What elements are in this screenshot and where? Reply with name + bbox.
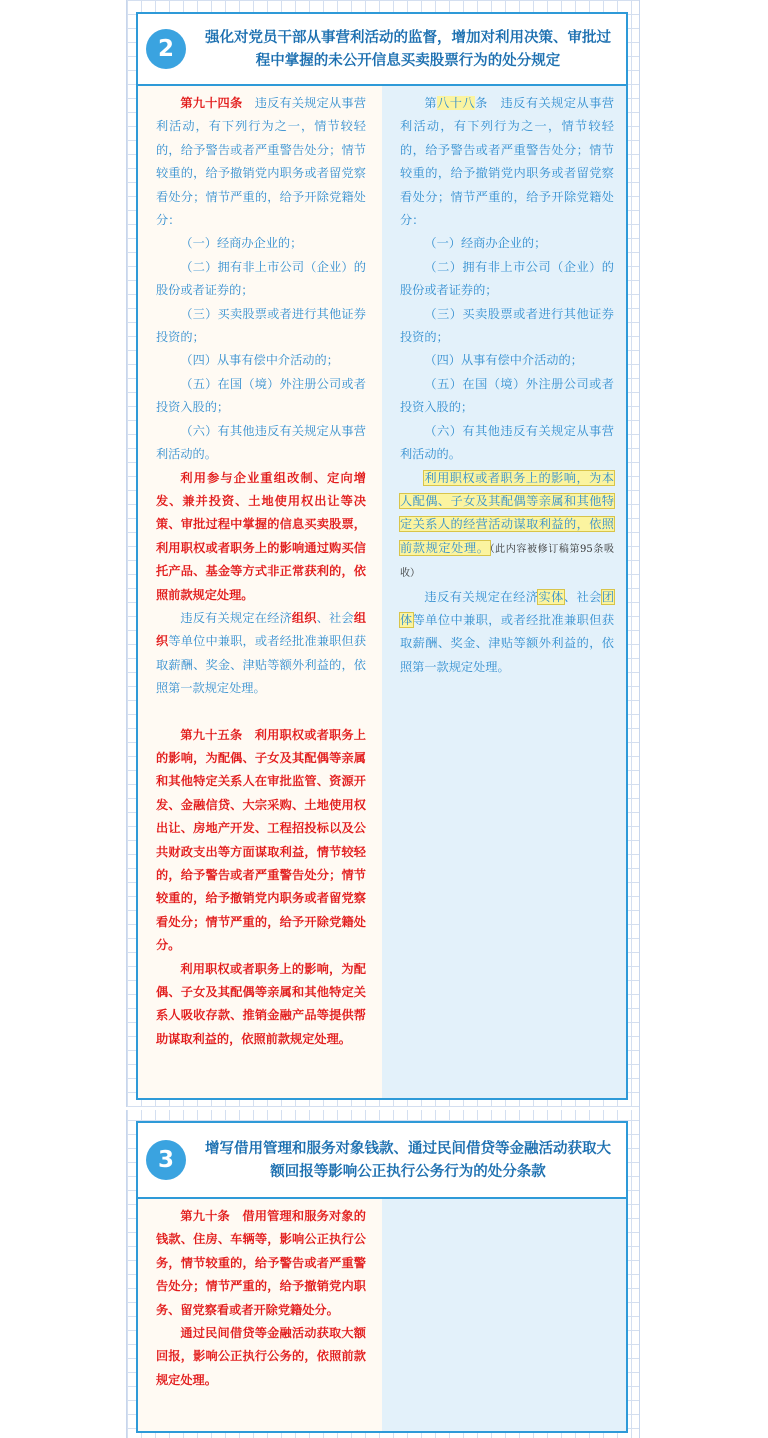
- section-separator: [126, 1107, 638, 1110]
- original-column: [382, 86, 626, 1098]
- list-item: （二）拥有非上市公司（企业）的股份或者证券的；: [400, 259, 614, 298]
- section-2-number-badge: 2: [146, 29, 186, 69]
- article-90-clause-2: 通过民间借贷等金融活动获取大额回报，影响公正执行公务的，依照前款规定处理。: [156, 1326, 366, 1387]
- list-item: （一）经商办企业的；: [424, 236, 547, 251]
- article-90: 第九十条 借用管理和服务对象的钱款、住房、车辆等，影响公正执行公务，情节较重的，给予警告或者严重警告处分；情节严重的，给予撤销党内职务、留党察看或者开除党籍处分。: [156, 1209, 366, 1317]
- revision-note: （此内容被修订稿第95条吸收）: [400, 543, 614, 580]
- list-item: （三）买卖股票或者进行其他证券投资的；: [400, 306, 614, 345]
- list-item: （一）经商办企业的；: [180, 236, 303, 251]
- list-item: （三）买卖股票或者进行其他证券投资的；: [156, 306, 366, 345]
- section-3: [136, 1121, 628, 1433]
- part-time-clause: 违反有关规定在经济实体、社会团体等单位中兼职，或者经批准兼职但获取薪酬、奖金、津贴等额外利益的，依照第一款规定处理。: [400, 589, 615, 674]
- original-column-empty: [382, 1199, 626, 1431]
- list-item: （四）从事有偿中介活动的；: [180, 353, 339, 368]
- section-3-number-badge: 3: [146, 1140, 186, 1180]
- revised-column: [138, 86, 382, 1098]
- section-2-title: 强化对党员干部从事营利活动的监督，增加对利用决策、审批过程中掌握的未公开信息买卖股票行为的处分规定: [205, 29, 611, 69]
- section-3-header: [138, 1123, 626, 1199]
- list-item: （六）有其他违反有关规定从事营利活动的。: [156, 423, 366, 462]
- section-2: [136, 12, 628, 1100]
- new-clause-stock-info: 利用参与企业重组改制、定向增发、兼并投资、土地使用权出让等决策、审批过程中掌握的信息买卖股票，利用职权或者职务上的影响通过购买信托产品、基金等方式非正常获利的，依照前款规定处理。: [156, 470, 366, 602]
- list-item: （五）在国（境）外注册公司或者投资入股的；: [156, 376, 366, 415]
- part-time-clause: 违反有关规定在经济组织、社会组织等单位中兼职，或者经批准兼职但获取薪酬、奖金、津贴等额外利益的，依照第一款规定处理。: [156, 610, 367, 696]
- list-item: （六）有其他违反有关规定从事营利活动的。: [400, 423, 614, 462]
- article-88-number: 八十八: [437, 96, 476, 110]
- revised-column: [138, 1199, 382, 1431]
- list-item: （五）在国（境）外注册公司或者投资入股的；: [400, 376, 614, 415]
- section-3-title: 增写借用管理和服务对象钱款、通过民间借贷等金融活动获取大额回报等影响公正执行公务行为的处分条款: [205, 1140, 611, 1180]
- article-95-clause-2: 利用职权或者职务上的影响，为配偶、子女及其配偶等亲属和其他特定关系人吸收存款、推销金融产品等提供帮助谋取利益的，依照前款规定处理。: [156, 961, 366, 1046]
- section-2-header: [138, 14, 626, 86]
- article-95: 第九十五条 利用职权或者职务上的影响，为配偶、子女及其配偶等亲属和其他特定关系人在审批监管、资源开发、金融信贷、大宗采购、土地使用权出让、房地产开发、工程招投标以及公共财政支出等方面谋取利益，情节较轻的，给予警告或者严重警告处分；情节较重的，给予撤销党内职务或者留党察看处分；情节严重的，给予开除党籍处分。: [156, 727, 366, 953]
- article-94-number: 第九十四条: [180, 96, 243, 110]
- article-94: 第九十四条 违反有关规定从事营利活动，有下列行为之一，情节较轻的，给予警告或者严重警告处分；情节较重的，给予撤销党内职务或者留党察看处分；情节严重的，给予开除党籍处分：: [156, 96, 367, 228]
- list-item: （二）拥有非上市公司（企业）的股份或者证券的；: [156, 259, 366, 298]
- article-88: 第八十八条 违反有关规定从事营利活动，有下列行为之一，情节较轻的，给予警告或者严重警告处分；情节较重的，给予撤销党内职务或者留党察看处分；情节严重的，给予开除党籍处分：: [400, 96, 615, 228]
- list-item: （四）从事有偿中介活动的；: [424, 353, 583, 368]
- highlighted-clause: 利用职权或者职务上的影响，为本人配偶、子女及其配偶等亲属和其他特定关系人的经营活动谋取利益的，依照前款规定处理。（此内容被修订稿第95条吸收）: [400, 470, 614, 580]
